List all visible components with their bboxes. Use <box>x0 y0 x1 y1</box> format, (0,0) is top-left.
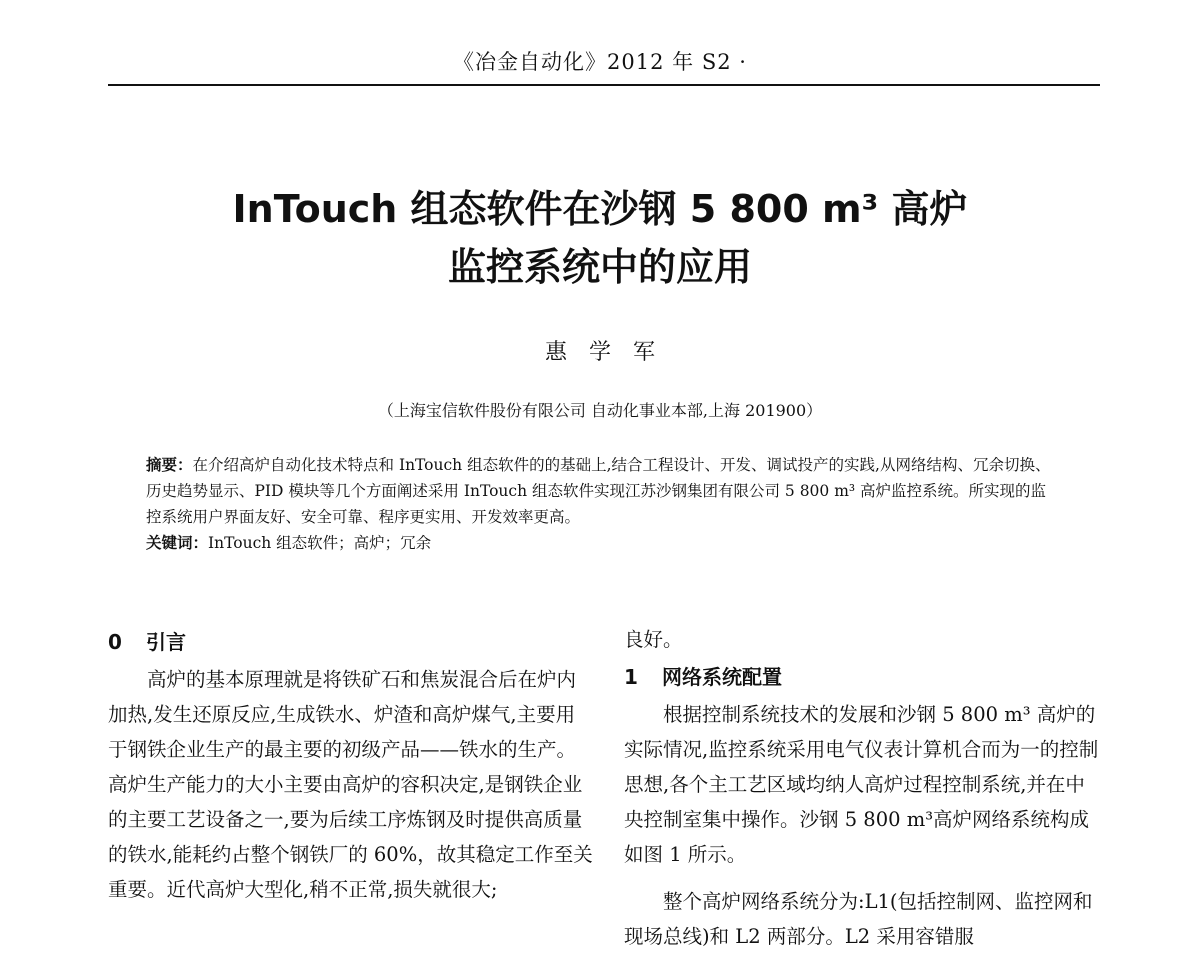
section-1-number: 1 <box>624 665 638 689</box>
paragraph-gap <box>624 872 1102 884</box>
running-head: 《冶金自动化》2012 年 S2 · <box>453 50 747 74</box>
abstract-text: 在介绍高炉自动化技术特点和 InTouch 组态软件的的基础上,结合工程设计、开发、调试投产的实践,从网络结构、冗余切换、历史趋势显示、PID 模块等几个方面阐述采用 InTouch 组态软件实现江苏沙钢集团有限公司 5 800 m³ 高炉监控系统。所实现的监控系统用户界面友好、安全可靠、程序更实用、开发效率更高。 <box>146 456 1051 526</box>
author: 惠学军 <box>544 340 677 365</box>
title-line-2: 监控系统中的应用 <box>447 245 752 289</box>
section-0-paragraph: 高炉的基本原理就是将铁矿石和焦炭混合后在炉内加热,发生还原反应,生成铁水、炉渣和高炉煤气,主要用于钢铁企业生产的最主要的初级产品——铁水的生产。高炉生产能力的大小主要由高炉的容积决定,是钢铁企业的主要工艺设备之一,要为后续工序炼钢及时提供高质量的铁水,能耗约占整个钢铁厂的 60%，故其稳定工作至关重要。近代高炉大型化,稍不正常,损失就很大; <box>108 668 593 901</box>
abstract <box>146 452 1060 556</box>
section-0-title: 引言 <box>146 630 186 654</box>
title-line-1: InTouch 组态软件在沙钢 5 800 m³ 高炉 <box>232 187 968 231</box>
affiliation: （上海宝信软件股份有限公司 自动化事业本部,上海 201900） <box>377 401 823 420</box>
section-1-title: 网络系统配置 <box>662 665 782 689</box>
right-column <box>624 622 1102 954</box>
keywords-text: InTouch 组态软件；高炉；冗余 <box>208 534 432 552</box>
section-1-heading <box>624 657 1102 697</box>
left-column <box>108 622 594 907</box>
continuation-text: 良好。 <box>624 628 683 651</box>
paper-title <box>0 180 1200 296</box>
abstract-paragraph <box>146 452 1060 530</box>
abstract-label: 摘要： <box>146 456 193 474</box>
keywords-label: 关键词： <box>146 534 209 552</box>
section-0-number: 0 <box>108 630 122 654</box>
header-rule <box>108 84 1100 86</box>
section-0-heading <box>108 622 594 662</box>
keywords-paragraph <box>146 530 1060 556</box>
section-1-paragraph-1: 根据控制系统技术的发展和沙钢 5 800 m³ 高炉的实际情况,监控系统采用电气仪表计算机合而为一的控制思想,各个主工艺区域均纳人高炉过程控制系统,并在中央控制室集中操作。沙钢 5 800 m³高炉网络系统构成如图 1 所示。 <box>624 703 1099 866</box>
section-1-paragraph-2: 整个高炉网络系统分为:L1(包括控制网、监控网和现场总线)和 L2 两部分。L2 采用容错服 <box>624 890 1093 948</box>
